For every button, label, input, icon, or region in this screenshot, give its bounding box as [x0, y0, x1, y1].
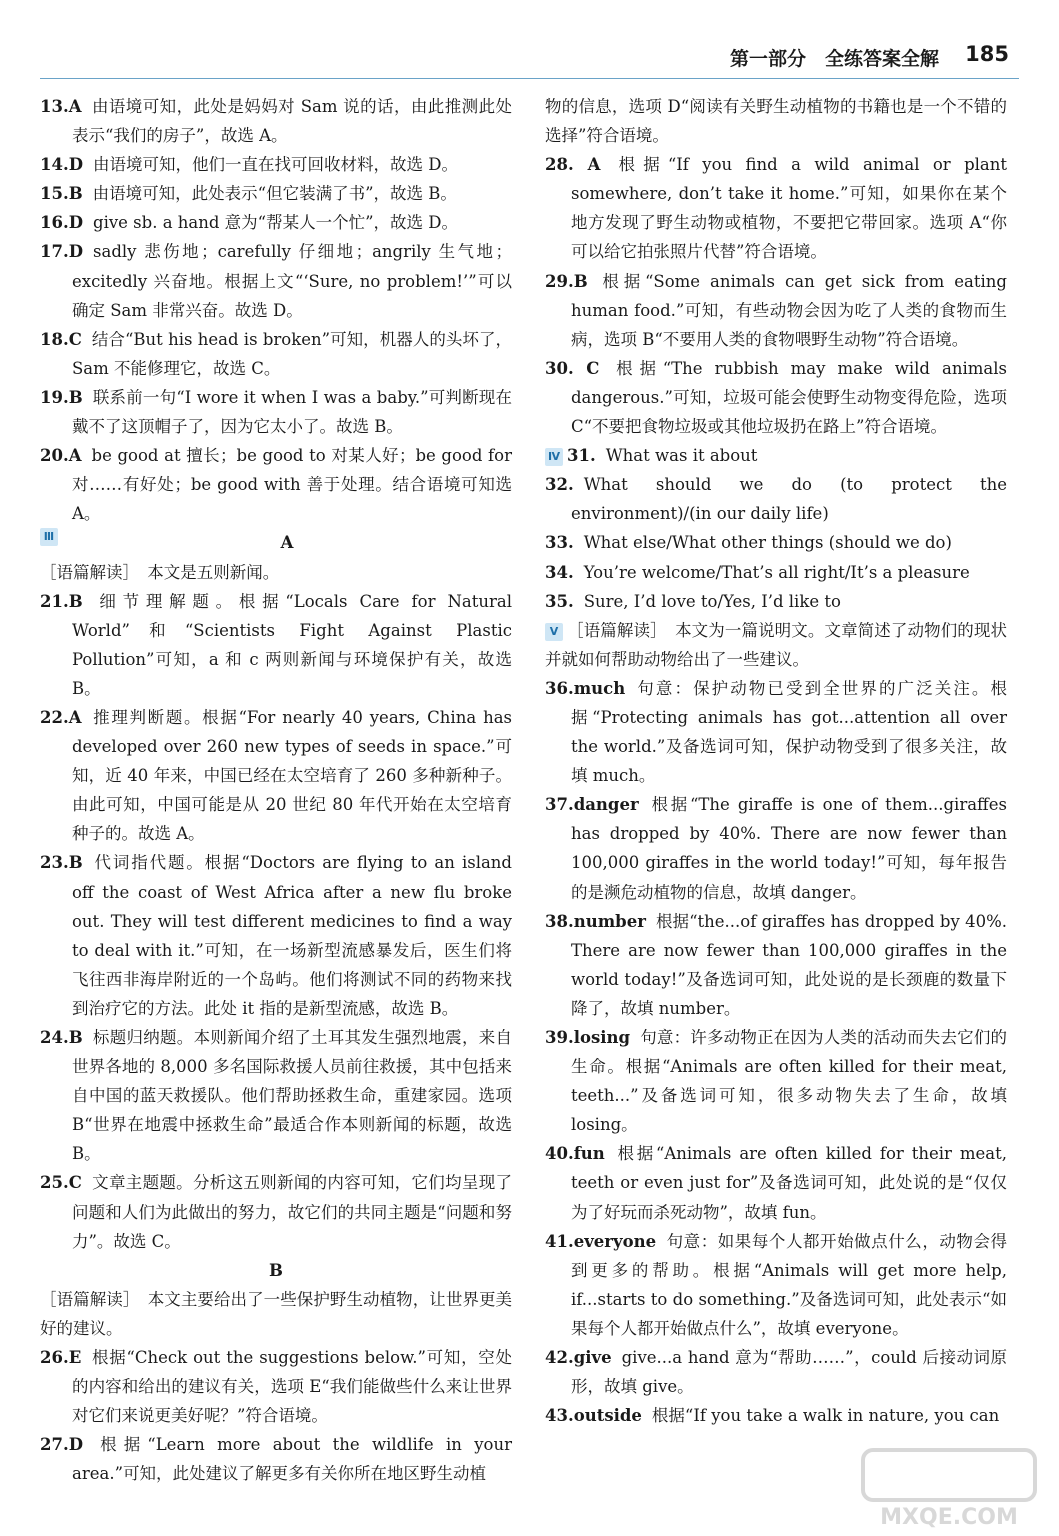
- watermark-text: MXQE.COM: [880, 1505, 1018, 1530]
- explanation-text: ［语篇解读］ 本文为一篇说明文。文章简述了动物们的现状并就如何帮助动物给出了一些建议。: [545, 620, 1007, 669]
- explanation-text: 句意：保护动物已受到全世界的广泛关注。根据“Protecting animals has got...attention all over the world.”及备选词可知，保护动物受到了很多关注，故填 much。: [571, 678, 1007, 786]
- explanation-text: sadly 悲伤地；carefully 仔细地；angrily 生气地；excitedly 兴奋地。根据上文“‘Sure, no problem!’”可以确定 Sam 非常兴奋。故选 D。: [72, 242, 512, 320]
- answer-item: [545, 470, 1007, 528]
- answer-key: 17.D: [40, 242, 84, 262]
- answer-item: [40, 1343, 512, 1430]
- section-letter: B: [269, 1260, 283, 1280]
- answer-key: 32.: [545, 475, 574, 495]
- answer-key: 15.B: [40, 184, 83, 204]
- answer-item: [545, 674, 1007, 790]
- explanation-text: 根据“Check out the suggestions below.”可知，空处的内容和给出的建议有关，选项 E“我们能做些什么来让世界对它们来说更美好呢？”符合语境。: [72, 1348, 512, 1426]
- answer-item: [40, 150, 512, 179]
- answer-key: 35.: [545, 591, 574, 611]
- answer-key: 16.D: [40, 213, 84, 233]
- explanation-text: 由语境可知，此处表示“但它装满了书”，故选 B。: [92, 184, 457, 204]
- answer-item: [545, 790, 1007, 906]
- answer-item: [545, 907, 1007, 1023]
- explanation-text: give sb. a hand 意为“帮某人一个忙”，故选 D。: [93, 213, 459, 233]
- explanation-text: 根据“Learn more about the wildlife in your area.”可知，此处建议了解更多有关你所在地区野生动植: [72, 1435, 512, 1484]
- page-number: 185: [965, 42, 1009, 66]
- answer-key: 27.D: [40, 1435, 84, 1455]
- right-column: [545, 92, 1007, 1430]
- answer-key: 14.D: [40, 155, 84, 175]
- answer-item: [545, 558, 1007, 587]
- explanation-text: What else/What other things (should we do): [583, 533, 952, 553]
- answer-key: 25.C: [40, 1173, 82, 1193]
- answer-key: 30. C: [545, 358, 600, 378]
- section-marker-icon: Ⅲ: [40, 528, 58, 546]
- answer-key: 26.E: [40, 1348, 82, 1368]
- explanation-text: 代词指代题。根据“Doctors are flying to an island off the coast of West Africa after a new flu broke out. They will test different medicines to find a way to deal with it.”可知，在一场新型流感暴发后，医生们将飞往西非海岸附近的一个岛屿。他们将测试不同的药物来找到治疗它的方法。此处 it 指的是新型流感，故选 B。: [72, 853, 512, 1018]
- answer-item: [40, 848, 512, 1023]
- answer-item: [40, 92, 512, 150]
- explanation-text: 句意：如果每个人都开始做点什么，动物会得到更多的帮助。根据“Animals will get more help, if...starts to do something.”及备选词可知，此处表示“如果每个人都开始做点什么”，故填 everyone。: [571, 1231, 1007, 1338]
- explanation-text: be good at 擅长；be good to 对某人好；be good for 对……有好处；be good with 善于处理。结合语境可知选 A。: [72, 446, 512, 524]
- answer-key: 33.: [545, 533, 574, 553]
- answer-item: [545, 150, 1007, 266]
- answer-item: [545, 267, 1007, 354]
- answer-item: [40, 1168, 512, 1255]
- answer-item: [545, 528, 1007, 557]
- explanation-text: What was it about: [605, 446, 758, 466]
- answer-item: [545, 1227, 1007, 1343]
- explanation-text: 细节理解题。根据“Locals Care for Natural World”和“Scientists Fight Against Plastic Pollution”可知，a 和 c 两则新闻与环境保护有关，故选 B。: [72, 591, 512, 698]
- answer-key: 22.A: [40, 707, 82, 727]
- section-letter: A: [280, 533, 294, 553]
- answer-key: 29.B: [545, 271, 588, 291]
- explanation-text: 标题归纳题。本则新闻介绍了土耳其发生强烈地震，来自世界各地的 8,000 多名国际救援人员前往救援，其中包括来自中国的蓝天救援队。他们帮助拯救生命，重建家园。选项 B“世界在地震中拯救生命”最适合作本则新闻的标题，故选 B。: [72, 1028, 512, 1164]
- answer-key: 21.B: [40, 591, 83, 611]
- answer-item: [545, 587, 1007, 616]
- explanation-text: 根据“Some animals can get sick from eating human food.”可知，有些动物会因为吃了人类的食物而生病，选项 B“不要用人类的食物喂野生动物”符合语境。: [571, 271, 1007, 349]
- text-paragraph: [40, 1285, 512, 1343]
- explanation-text: 文章主题题。分析这五则新闻的内容可知，它们均呈现了问题和人们为此做出的努力，故它们的共同主题是“问题和努力”。故选 C。: [72, 1173, 512, 1251]
- answer-item: [40, 208, 512, 237]
- page-header: [0, 30, 1059, 90]
- explanation-text: 根据“If you find a wild animal or plant somewhere, don’t take it home.”可知，如果你在某个地方发现了野生动物或植物，不要把它带回家。选项 A“你可以给它拍张照片代替”符合语境。: [571, 155, 1007, 262]
- explanation-text: 根据“If you take a walk in nature, you can: [651, 1406, 1000, 1426]
- answer-key: 40.fun: [545, 1144, 605, 1164]
- answer-key: 37.danger: [545, 795, 639, 815]
- answer-key: 43.outside: [545, 1406, 642, 1426]
- answer-item: [40, 325, 512, 383]
- answer-item: [40, 237, 512, 324]
- watermark-logo: [859, 1446, 1039, 1532]
- section-heading: [40, 1256, 512, 1285]
- explanation-text: What should we do (to protect the environment)/(in our daily life): [571, 475, 1007, 524]
- left-column: [40, 92, 512, 1489]
- section-marker-icon: Ⅳ: [545, 448, 563, 466]
- explanation-text: 由语境可知，他们一直在找可回收材料，故选 D。: [93, 155, 458, 175]
- answer-item: [40, 1023, 512, 1168]
- part-title: 第一部分 全练答案全解: [729, 48, 939, 70]
- answer-item: [40, 179, 512, 208]
- answer-item: [545, 1343, 1007, 1401]
- answer-key: 39.losing: [545, 1028, 631, 1047]
- explanation-text: 结合“But his head is broken”可知，机器人的头坏了，Sam 不能修理它，故选 C。: [72, 329, 512, 378]
- explanation-text: ［语篇解读］ 本文是五则新闻。: [40, 562, 280, 582]
- explanation-text: 物的信息，选项 D“阅读有关野生动植物的书籍也是一个不错的选择”符合语境。: [545, 97, 1007, 146]
- explanation-text: 由语境可知，此处是妈妈对 Sam 说的话，由此推测此处表示“我们的房子”，故选 A。: [72, 97, 512, 146]
- answer-item: [40, 441, 512, 528]
- explanation-text: 根据“the...of giraffes has dropped by 40%. There are now fewer than 100,000 giraffes in the world today!”及备选词可知，此处说的是长颈鹿的数量下降了，故填 number。: [571, 911, 1007, 1018]
- text-paragraph: [545, 92, 1007, 150]
- answer-key: 19.B: [40, 387, 83, 407]
- text-paragraph: [40, 558, 512, 587]
- answer-key: 28. A: [545, 155, 601, 175]
- answer-key: 24.B: [40, 1028, 83, 1047]
- answer-key: 42.give: [545, 1348, 612, 1368]
- explanation-text: 联系前一句“I wore it when I was a baby.”可判断现在戴不了这顶帽子了，因为它太小了。故选 B。: [72, 387, 512, 437]
- answer-item: [40, 703, 512, 848]
- answer-item: [40, 587, 512, 703]
- answer-key: 13.A: [40, 97, 82, 116]
- explanation-text: Sure, I’d love to/Yes, I’d like to: [583, 591, 841, 611]
- explanation-text: give...a hand 意为“帮助……”，could 后接动词原形，故填 give。: [571, 1348, 1007, 1397]
- answer-key: 23.B: [40, 853, 83, 873]
- answer-item: [545, 1023, 1007, 1139]
- explanation-text: 句意：许多动物正在因为人类的活动而失去它们的生命。根据“Animals are often killed for their meat, teeth...”及备选词可知，很多动物失去了生命，故填 losing。: [571, 1028, 1007, 1135]
- answer-item: [545, 354, 1007, 441]
- explanation-text: 根据“The rubbish may make wild animals dangerous.”可知，垃圾可能会使野生动物变得危险，选项 C“不要把食物垃圾或其他垃圾扔在路上”符合语境。: [571, 358, 1007, 437]
- answer-item: [40, 383, 512, 441]
- text-paragraph: [545, 616, 1007, 674]
- explanation-text: 根据“The giraffe is one of them...giraffes has dropped by 40%. There are now fewer than 100,000 giraffes in the world today!”可知，每年报告的是濒危动植物的信息，故填 danger。: [571, 795, 1007, 902]
- explanation-text: ［语篇解读］ 本文主要给出了一些保护野生动植物，让世界更美好的建议。: [40, 1289, 512, 1338]
- header-rule: [40, 78, 1019, 79]
- answer-key: 41.everyone: [545, 1231, 657, 1251]
- answer-key: 36.much: [545, 678, 626, 698]
- answer-key: 31.: [567, 446, 596, 466]
- answer-item: [40, 1430, 512, 1488]
- answer-item: [545, 1401, 1007, 1430]
- answer-item: [545, 441, 1007, 470]
- section-marker-icon: Ⅴ: [545, 623, 563, 641]
- answer-item: [545, 1139, 1007, 1226]
- explanation-text: 推理判断题。根据“For nearly 40 years, China has developed over 260 new types of seeds in space.”可知，近 40 年来，中国已经在太空培育了 260 多种新种子。由此可知，中国可能是从 20 世纪 80 年代开始在太空培育种子的。故选 A。: [72, 707, 512, 844]
- answer-key: 38.number: [545, 911, 646, 931]
- explanation-text: 根据“Animals are often killed for their meat, teeth or even just for”及备选词可知，此处说的是“仅仅为了好玩而杀死动物”，故填 fun。: [571, 1144, 1007, 1222]
- section-heading: [40, 528, 512, 557]
- explanation-text: You’re welcome/That’s all right/It’s a pleasure: [583, 562, 970, 582]
- answer-key: 34.: [545, 562, 574, 582]
- answer-key: 18.C: [40, 329, 82, 349]
- answer-key: 20.A: [40, 446, 82, 466]
